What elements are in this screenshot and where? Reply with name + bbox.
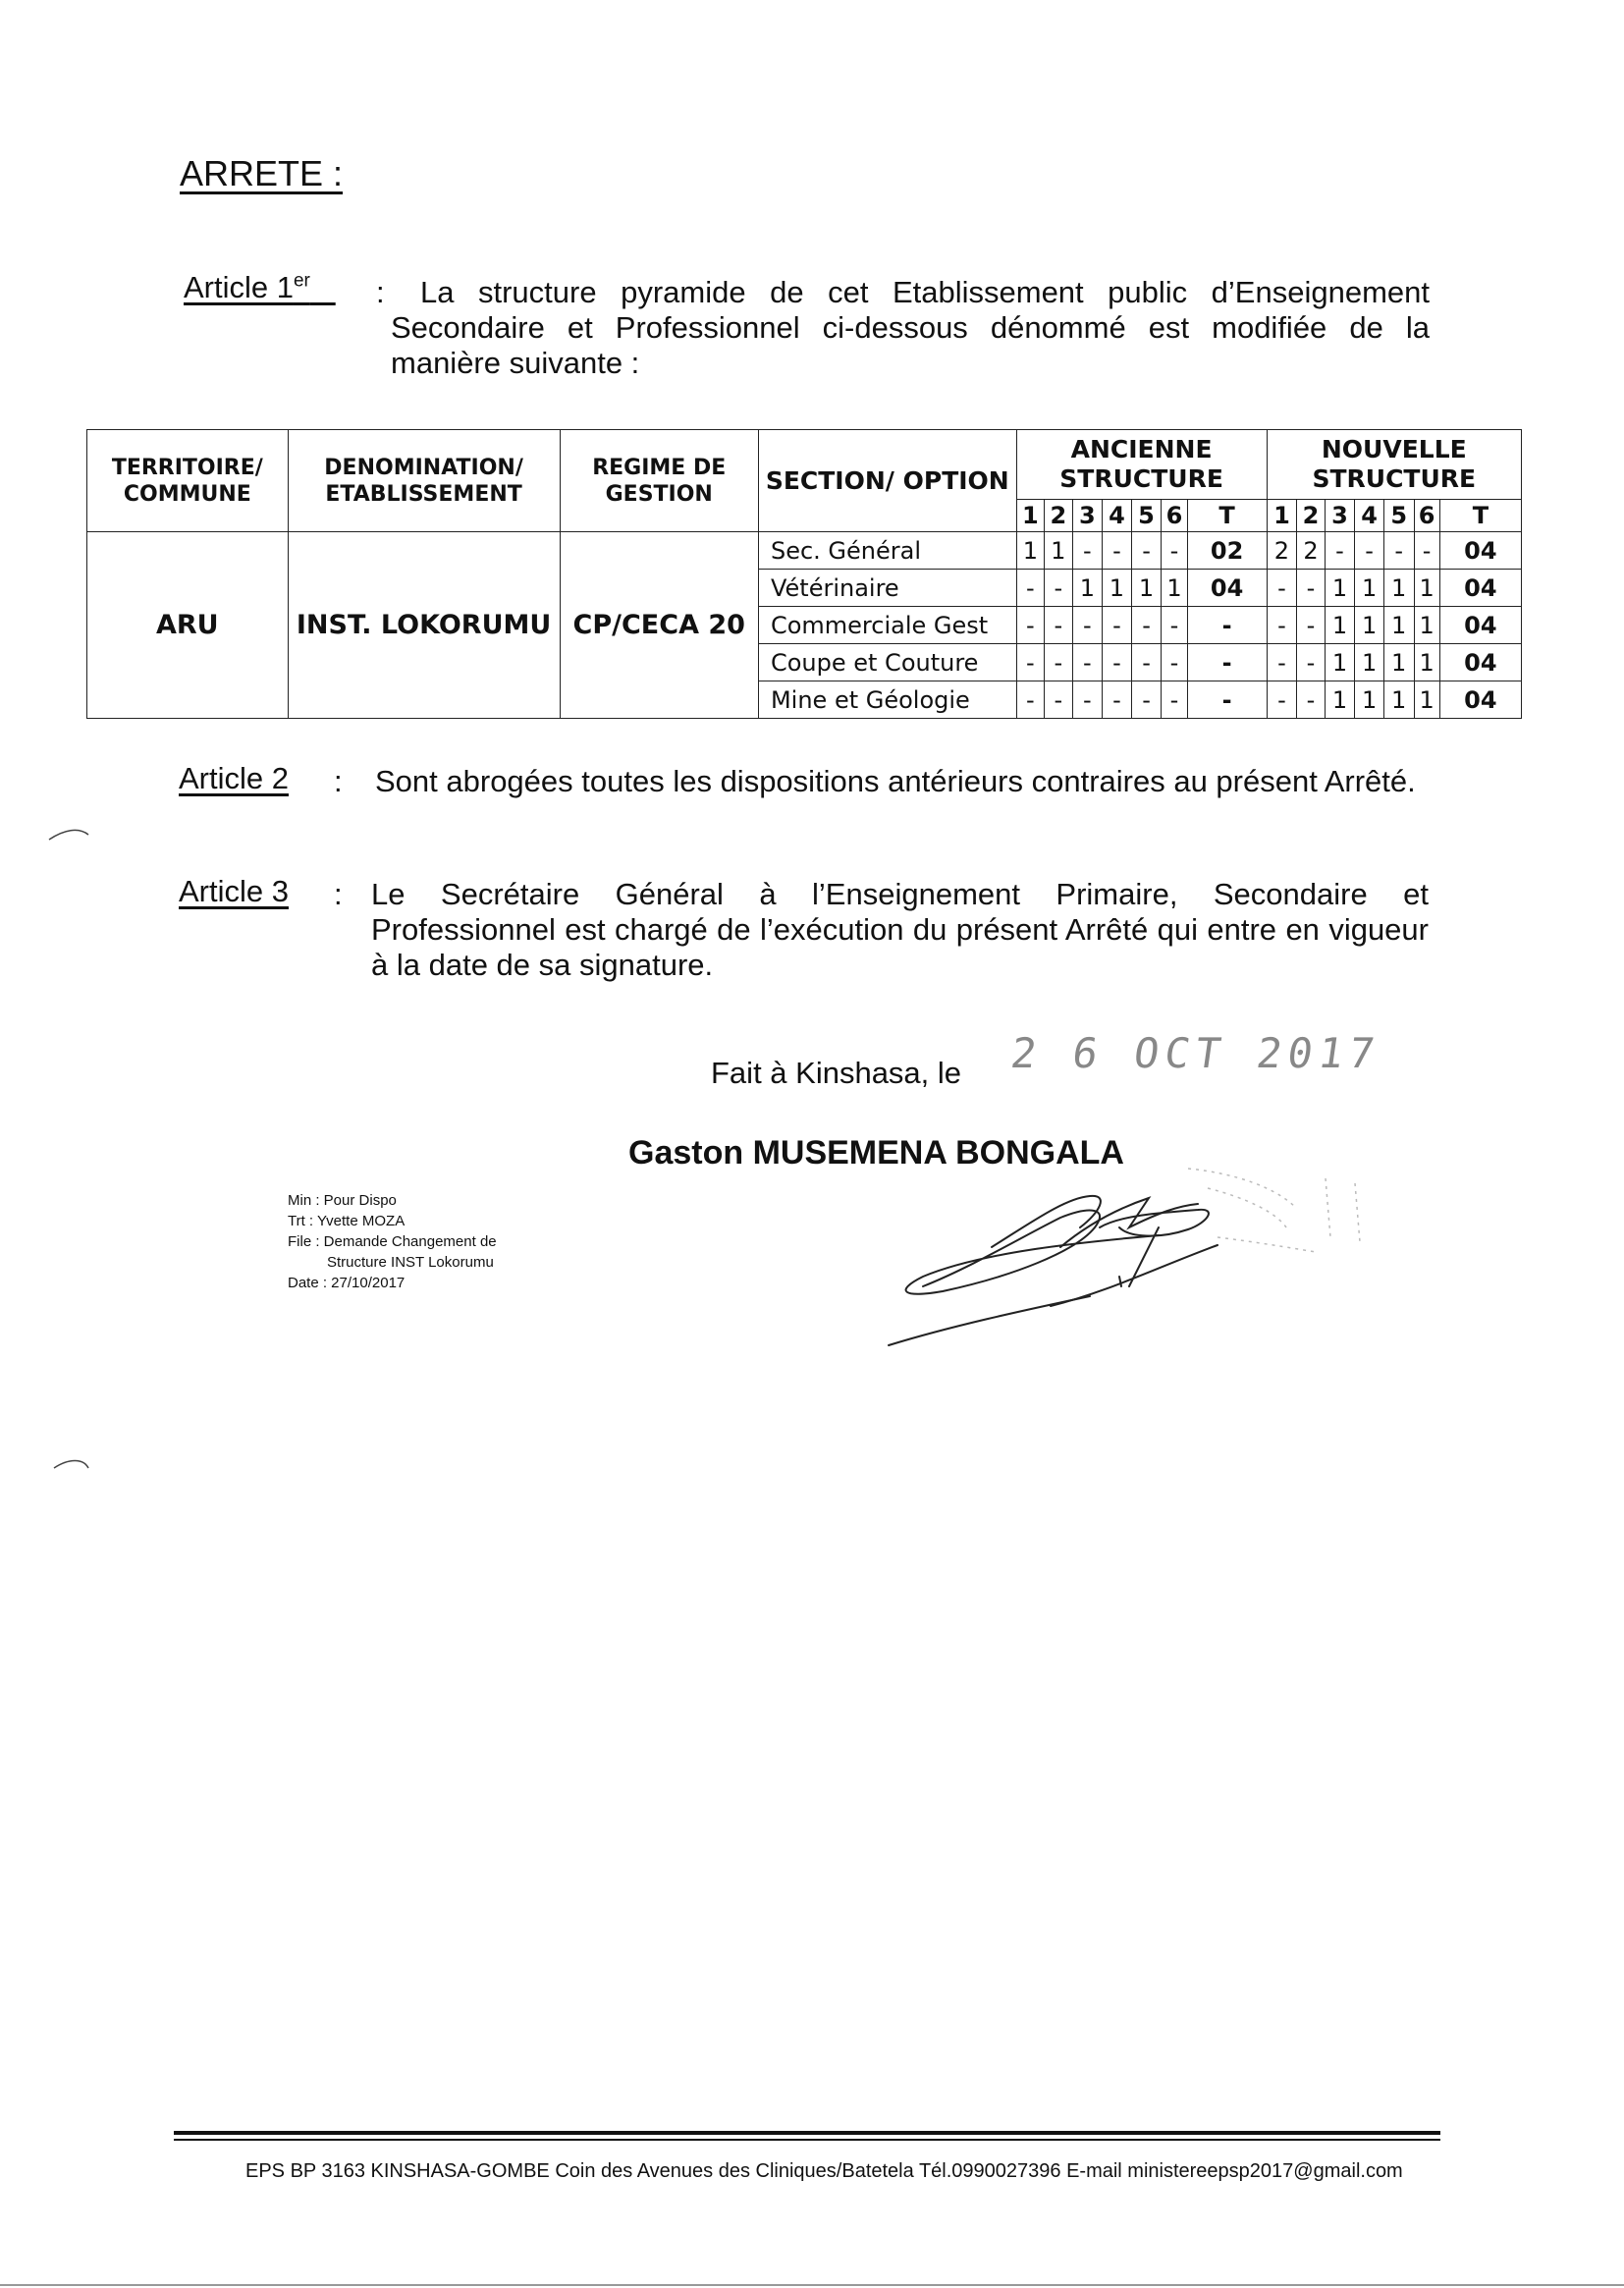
nouvelle-total: 04	[1439, 532, 1521, 570]
section-cell: Coupe et Couture	[758, 644, 1016, 681]
page-edge-line	[0, 2284, 1624, 2286]
nouvelle-cell: -	[1267, 644, 1297, 681]
ancienne-cell: -	[1045, 644, 1072, 681]
nouvelle-cell: 1	[1383, 644, 1414, 681]
col-header: 3	[1072, 500, 1103, 532]
col-header: 6	[1414, 500, 1439, 532]
nouvelle-cell: 1	[1383, 681, 1414, 719]
ancienne-cell: 1	[1162, 570, 1187, 607]
ancienne-cell: -	[1072, 681, 1103, 719]
col-header: 1	[1016, 500, 1044, 532]
ref-trt: Trt : Yvette MOZA	[288, 1213, 406, 1229]
col-header: 2	[1297, 500, 1325, 532]
nouvelle-cell: -	[1355, 532, 1384, 570]
section-cell: Commerciale Gest	[758, 607, 1016, 644]
regime-cell: CP/CECA 20	[560, 532, 758, 719]
article-3-text: Le Secrétaire Général à l’Enseignement Primaire, Secondaire et Professionnel est chargé de l’exécution du présent Arrêté qui entre en vigueur à la date de sa signature.	[371, 877, 1429, 982]
nouvelle-cell: 1	[1325, 570, 1355, 607]
header-nouvelle-structure: NOUVELLE STRUCTURE	[1267, 430, 1521, 500]
article-2-colon: :	[334, 764, 343, 798]
ref-file-cont: Structure INST Lokorumu	[327, 1254, 494, 1271]
col-header: 3	[1325, 500, 1355, 532]
ancienne-total: 04	[1187, 570, 1267, 607]
ancienne-cell: -	[1016, 570, 1044, 607]
structure-table	[86, 429, 1522, 719]
col-header: 2	[1045, 500, 1072, 532]
nouvelle-cell: -	[1383, 532, 1414, 570]
date-stamp: 2 6 OCT 2017	[1007, 1029, 1383, 1077]
col-header: 4	[1355, 500, 1384, 532]
nouvelle-cell: -	[1297, 570, 1325, 607]
ancienne-cell: 1	[1045, 532, 1072, 570]
ref-file: File : Demande Changement de	[288, 1233, 497, 1250]
header-regime: REGIME DE GESTION	[560, 430, 758, 532]
ancienne-cell: -	[1045, 607, 1072, 644]
ancienne-cell: -	[1131, 532, 1162, 570]
ancienne-total: -	[1187, 607, 1267, 644]
col-header: 5	[1131, 500, 1162, 532]
ancienne-cell: 1	[1103, 570, 1132, 607]
ancienne-cell: -	[1016, 681, 1044, 719]
ancienne-cell: -	[1103, 532, 1132, 570]
nouvelle-cell: 1	[1414, 681, 1439, 719]
nouvelle-cell: 1	[1414, 607, 1439, 644]
ancienne-cell: -	[1162, 644, 1187, 681]
ancienne-cell: -	[1131, 607, 1162, 644]
ancienne-cell: -	[1162, 681, 1187, 719]
table-row	[87, 532, 1522, 570]
nouvelle-cell: 1	[1325, 644, 1355, 681]
nouvelle-cell: 1	[1325, 681, 1355, 719]
territoire-cell: ARU	[87, 532, 289, 719]
article-3-colon: :	[334, 877, 343, 911]
nouvelle-total: 04	[1439, 607, 1521, 644]
ancienne-cell: -	[1131, 681, 1162, 719]
ancienne-cell: -	[1162, 532, 1187, 570]
col-header: 5	[1383, 500, 1414, 532]
nouvelle-total: 04	[1439, 644, 1521, 681]
ancienne-cell: 1	[1131, 570, 1162, 607]
ancienne-cell: -	[1045, 570, 1072, 607]
nouvelle-cell: 1	[1414, 570, 1439, 607]
footer-rule-thin	[174, 2139, 1440, 2141]
nouvelle-cell: -	[1267, 681, 1297, 719]
ancienne-cell: -	[1045, 681, 1072, 719]
nouvelle-cell: 2	[1267, 532, 1297, 570]
place-date-line: Fait à Kinshasa, le	[711, 1056, 962, 1090]
article-2-label: Article 2	[179, 761, 289, 795]
nouvelle-cell: 1	[1355, 644, 1384, 681]
ancienne-cell: 1	[1072, 570, 1103, 607]
nouvelle-total: 04	[1439, 570, 1521, 607]
signer-name: Gaston MUSEMENA BONGALA	[628, 1134, 1124, 1171]
article-1-text: La structure pyramide de cet Etablissement public d’Enseignement Secondaire et Professionnel ci-dessous dénommé est modifiée de la manière suivante :	[391, 275, 1430, 380]
ancienne-cell: -	[1072, 532, 1103, 570]
section-cell: Mine et Géologie	[758, 681, 1016, 719]
ancienne-cell: -	[1103, 681, 1132, 719]
section-cell: Sec. Général	[758, 532, 1016, 570]
margin-marks	[39, 815, 137, 1502]
nouvelle-cell: -	[1414, 532, 1439, 570]
article-3-label: Article 3	[179, 874, 289, 908]
nouvelle-cell: 1	[1325, 607, 1355, 644]
ancienne-cell: -	[1103, 644, 1132, 681]
handwritten-signature	[864, 1129, 1414, 1414]
ancienne-cell: -	[1103, 607, 1132, 644]
col-header: 6	[1162, 500, 1187, 532]
header-denomination: DENOMINATION/ ETABLISSEMENT	[288, 430, 560, 532]
article-2-text: Sont abrogées toutes les dispositions antérieurs contraires au présent Arrêté.	[375, 764, 1416, 798]
nouvelle-cell: 1	[1383, 570, 1414, 607]
nouvelle-cell: -	[1267, 607, 1297, 644]
ancienne-cell: 1	[1016, 532, 1044, 570]
nouvelle-total: 04	[1439, 681, 1521, 719]
section-cell: Vétérinaire	[758, 570, 1016, 607]
ancienne-cell: -	[1016, 644, 1044, 681]
col-header: T	[1187, 500, 1267, 532]
ancienne-total: -	[1187, 644, 1267, 681]
footer-rule-thick	[174, 2131, 1440, 2135]
header-section: SECTION/ OPTION	[758, 430, 1016, 532]
col-header: 1	[1267, 500, 1297, 532]
nouvelle-cell: 1	[1383, 607, 1414, 644]
header-territoire: TERRITOIRE/ COMMUNE	[87, 430, 289, 532]
ancienne-cell: -	[1131, 644, 1162, 681]
nouvelle-cell: -	[1297, 681, 1325, 719]
col-header: 4	[1103, 500, 1132, 532]
nouvelle-cell: 2	[1297, 532, 1325, 570]
nouvelle-cell: -	[1267, 570, 1297, 607]
ancienne-total: 02	[1187, 532, 1267, 570]
ancienne-cell: -	[1072, 644, 1103, 681]
ancienne-total: -	[1187, 681, 1267, 719]
ancienne-cell: -	[1162, 607, 1187, 644]
nouvelle-cell: 1	[1355, 681, 1384, 719]
ancienne-cell: -	[1072, 607, 1103, 644]
article-1-colon: :	[376, 275, 385, 309]
nouvelle-cell: 1	[1355, 570, 1384, 607]
decree-heading: ARRETE :	[180, 153, 344, 193]
nouvelle-cell: 1	[1414, 644, 1439, 681]
ancienne-cell: -	[1016, 607, 1044, 644]
nouvelle-cell: -	[1297, 644, 1325, 681]
nouvelle-cell: -	[1297, 607, 1325, 644]
article-1-label: Article 1er	[184, 270, 310, 304]
footer-address: EPS BP 3163 KINSHASA-GOMBE Coin des Avenues des Cliniques/Batetela Tél.0990027396 E-mail ministereepsp2017@gmail.com	[245, 2160, 1403, 2182]
nouvelle-cell: -	[1325, 532, 1355, 570]
header-ancienne-structure: ANCIENNE STRUCTURE	[1016, 430, 1267, 500]
nouvelle-cell: 1	[1355, 607, 1384, 644]
ref-min: Min : Pour Dispo	[288, 1192, 397, 1209]
reference-block	[288, 1190, 497, 1293]
denomination-cell: INST. LOKORUMU	[288, 532, 560, 719]
col-header: T	[1439, 500, 1521, 532]
ref-date: Date : 27/10/2017	[288, 1275, 406, 1291]
